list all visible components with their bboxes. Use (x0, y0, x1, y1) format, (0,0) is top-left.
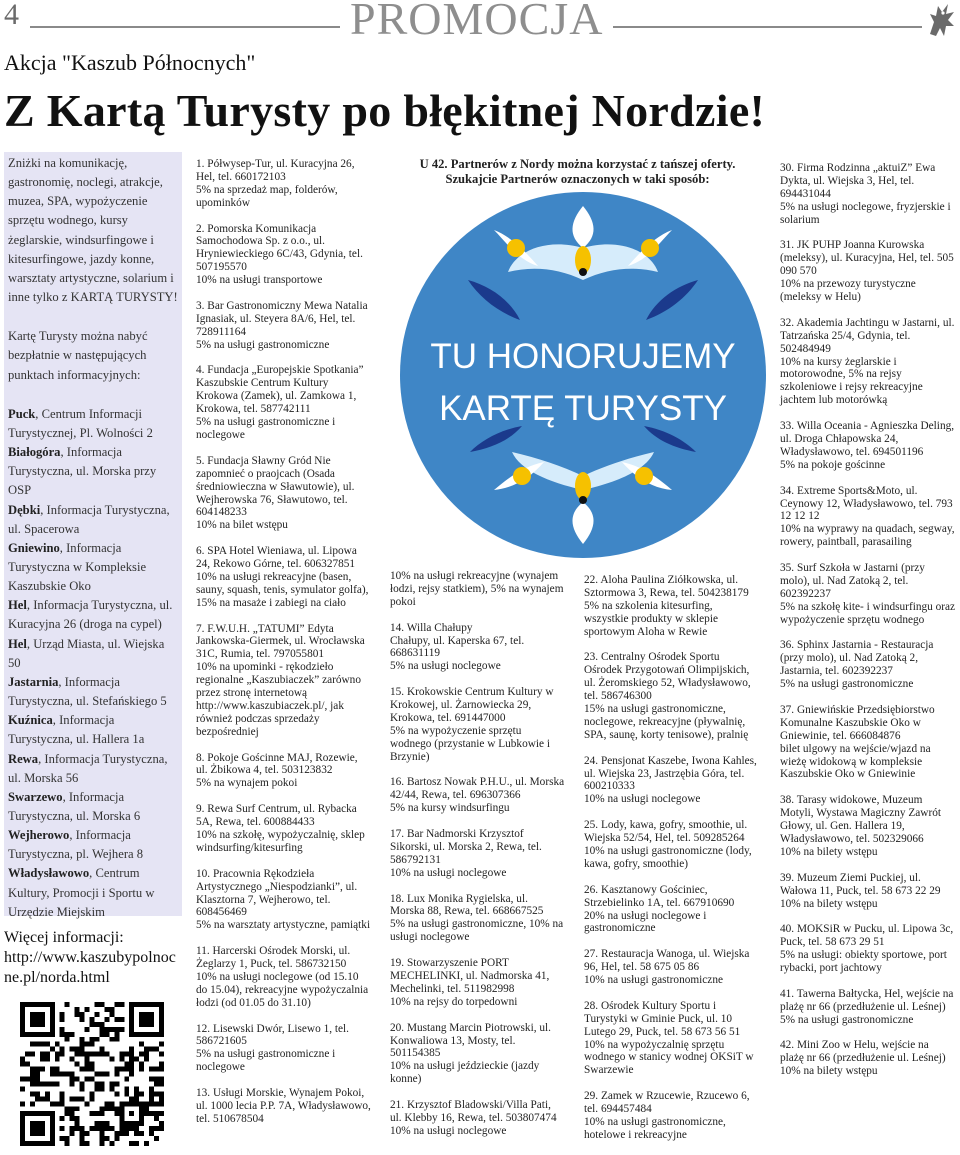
info-point (8, 788, 178, 826)
partner-entry-line: 586792131 (390, 853, 441, 866)
partner-entry-line: 23. Centralny Ośrodek Sportu (584, 651, 720, 664)
partner-entry-line: 5% na sprzedaż map, folderów, (196, 183, 338, 196)
partner-entry (584, 651, 764, 741)
partner-entry-line: kawa, gofry, smoothie) (584, 857, 689, 870)
more-info-url[interactable]: http://www.kaszubypolnocne.pl/norda.html (4, 949, 176, 986)
partner-entry-line: 5% na usługi gastronomiczne (780, 678, 914, 691)
partner-entry (196, 868, 374, 933)
info-point-address: , Informacja Turystyczna, ul. Morska 56 (8, 751, 168, 785)
partner-entry-line: 602392237 (780, 587, 831, 600)
partner-entry-line: 668631119 (390, 647, 440, 660)
partner-entry-line: wieżę widokową w kompleksie (780, 755, 923, 768)
partner-entry-line: 10% na bilet wstępu (196, 519, 288, 532)
partner-entry-line: wypożyczenie sprzętu wodnego (780, 613, 925, 626)
partner-entry-line: Wiejska 52/54, Hel, tel. 509285264 (584, 832, 745, 845)
info-point-address: , Informacja Turystyczna, ul. Kuracyjna 26 (droga na cypel) (8, 598, 173, 632)
partner-entry-line: Kaszubskie Centrum Kultury (196, 377, 329, 390)
partner-entry-line: 10% na usługi rekreacyjne (basen, (196, 570, 352, 583)
partner-entry-line: Brzynie) (390, 750, 430, 763)
partner-entry-line: Mechelinki, tel. 511982998 (390, 982, 515, 995)
partner-entry-line: 16. Bartosz Nowak P.H.U., ul. Morska (390, 776, 565, 789)
partner-entry-line: 2. Pomorska Komunikacja (196, 222, 317, 235)
partner-entry-line: 26. Kasztanowy Gościniec, (584, 883, 708, 896)
partner-entry-line: Tatrzańska 25/4, Gdynia, tel. (780, 329, 911, 342)
partner-entry-line: solarium (780, 213, 820, 226)
partner-entry-line: 31C, Rumia, tel. 797055801 (196, 648, 325, 661)
partner-entry-line: Krokowa, tel. 587742111 (196, 403, 311, 416)
partner-entry-line: 5% na wypożyczenie sprzętu (390, 724, 522, 737)
partner-entry-line: 10% na rejsy do torpedowni (390, 995, 518, 1008)
partner-entry-line: 12. Lisewski Dwór, Lisewo 1, tel. (196, 1022, 349, 1035)
partners-heading-line1: U 42. Partnerów z Nordy można korzystać z tańszej oferty. (419, 157, 736, 171)
info-point-place: Hel (8, 636, 27, 651)
info-sidebar (4, 152, 182, 919)
partner-entry-line: konne) (390, 1073, 422, 1086)
partner-entry (196, 545, 374, 610)
partners-heading (390, 157, 765, 187)
partner-entry-line: Komunalne Kaszubskie Oko w (780, 716, 921, 729)
info-point (8, 826, 178, 864)
info-point-place: Swarzewo (8, 789, 63, 804)
partner-entry (584, 1000, 764, 1077)
partner-entry-line: plażę nr 66 (przedłużenie ul. Leśnej) (780, 1052, 946, 1065)
partner-entry (196, 1087, 374, 1126)
partner-entry-line: Chałupy, ul. Kaperska 67, tel. (390, 634, 525, 647)
partner-entry (196, 623, 374, 739)
partner-entry-line: 5% na usługi gastronomiczne i (196, 416, 336, 429)
partner-entry-line: 22. Aloha Paulina Ziółkowska, ul. (584, 574, 739, 586)
partner-entry-line: Samochodowa Sp. z o.o., ul. (196, 235, 325, 248)
griffin-emblem-icon (924, 0, 958, 40)
partner-entry-line: wodnego (przystanie w Lubkowie i (390, 737, 550, 750)
partner-entry-line: tel. 694457484 (584, 1103, 652, 1116)
partner-entry-line: 41. Tawerna Bałtycka, Hel, wejście na (780, 987, 954, 1000)
partner-entry-line: plażę nr 66 (przedłużenie ul. Leśnej) (780, 1000, 946, 1013)
partner-entry-line: jachtem lub motorówką (780, 394, 888, 407)
partner-entry-line: 13. Usługi Morskie, Wynajem Pokoi, (196, 1087, 365, 1100)
partner-entry-line: pokoi (390, 595, 416, 608)
info-point-address: , Informacja Turystyczna, ul. Hallera 1a (8, 713, 145, 747)
partner-entry-line: 507195570 (196, 261, 247, 274)
partners-column-1 (196, 158, 374, 1139)
info-point (8, 635, 178, 673)
partner-entry-line: noclegowe (196, 428, 245, 441)
partner-entry (780, 988, 958, 1027)
partner-entry-line: 5% na pokoje gościnne (780, 458, 886, 471)
partner-entry-line: Kaszubskie Oko w Gniewinie (780, 768, 916, 781)
partner-entry-line: bezpośredniej (196, 725, 259, 738)
partner-entry-line: 502484949 (780, 342, 831, 355)
info-point-place: Wejherowo (8, 828, 70, 843)
partner-entry-line: regionalne „Kaszubiaczek” zarówno (196, 674, 361, 687)
sidebar-intro: Zniżki na komunikację, gastronomię, noclegi, atrakcje, muzea, SPA, wypożyczenie sprzętu wodnego, kursy żeglarskie, windsurfingowe i kitesurfingowe, jazdy konne, warsztaty artystyczne, solarium i inne tylko z KARTĄ TURYSTY! (8, 156, 178, 305)
partner-entry (390, 686, 570, 763)
info-point-address: , Informacja Turystyczna, ul. Morska 6 (8, 789, 141, 823)
partner-entry-line: Puck, tel. 58 673 29 51 (780, 936, 885, 949)
partner-entry-line: Sikorski, ul. Morska 2, Rewa, tel. (390, 840, 542, 853)
info-point-place: Białogóra (8, 445, 61, 460)
partner-entry (390, 570, 570, 609)
partner-entry-line: zapomnieć o praojcach (Osada (196, 467, 335, 480)
partner-entry-line: MECHELINKI, ul. Nadmorska 41, (390, 970, 550, 982)
partner-entry-line: 7. F.W.U.H. „TATUMI” Edyta (196, 622, 334, 635)
partner-entry (780, 317, 958, 407)
partner-entry-line: Konwaliowa 13, Mosty, tel. (390, 1034, 516, 1047)
partner-entry-line: sportowym Aloha w Rewie (584, 625, 708, 638)
partner-entry-line: 090 570 (780, 265, 817, 278)
info-point (8, 864, 178, 921)
partner-entry-line: 5. Fundacja Sławny Gród Nie (196, 454, 331, 467)
partner-entry-line: 24, Rekowo Górne, tel. 606327851 (196, 558, 356, 571)
partner-entry-line: 4. Fundacja „Europejskie Spotkania” (196, 364, 364, 377)
partner-entry-line: 5% na wynajem pokoi (196, 777, 298, 790)
partner-entry-line: 608456469 (196, 906, 247, 919)
partner-entry-line: 5A, Rewa, tel. 600884433 (196, 816, 315, 829)
partner-entry (780, 239, 958, 304)
article-headline: Z Kartą Turysty po błękitnej Nordzie! (4, 85, 766, 136)
partner-entry-line: SPA, saunę, korty tenisowe), pralnię (584, 728, 749, 741)
info-point-address: , Centrum Informacji Turystycznej, Pl. Wolności 2 (8, 406, 153, 440)
partner-entry-line: 34. Extreme Sports&Moto, ul. (780, 484, 918, 497)
partner-entry-line: 586721605 (196, 1035, 247, 1048)
partner-entry-line: 728911164 (196, 325, 246, 338)
partner-entry-line: Dykta, ul. Wiejska 3, Hel, tel. (780, 174, 915, 187)
partner-entry-line: Gniewinie, tel. 666084876 (780, 729, 901, 742)
partner-entry-line: 15% na masaże i zabiegi na ciało (196, 596, 346, 609)
partner-entry-line: (meleksy), ul. Kuracyjna, Hel, tel. 505 (780, 252, 954, 265)
partner-entry-line: Wałowa 11, Puck, tel. 58 673 22 29 (780, 884, 941, 897)
partner-entry-line: 10% na usługi transportowe (196, 274, 323, 287)
partner-entry (584, 755, 764, 807)
partner-entry-line: 10% na usługi jeździeckie (jazdy (390, 1060, 540, 1073)
partner-entry-line: 28. Ośrodek Kultury Sportu i (584, 999, 717, 1012)
article-subtitle: Akcja "Kaszub Północnych" (4, 50, 256, 75)
partner-entry-line: 5% na usługi gastronomiczne (196, 338, 330, 351)
honor-badge (398, 190, 768, 560)
partner-entry (780, 923, 958, 975)
partner-entry-line: również podczas sprzedaży (196, 712, 320, 725)
partner-entry-line: średniowieczna w Sławutowie), ul. (196, 480, 355, 493)
partner-entry-line: Morska 88, Rewa, tel. 668667525 (390, 905, 544, 918)
partner-entry-line: (meleksy w Helu) (780, 291, 861, 304)
partner-entry-line: gastronomiczne (584, 922, 656, 935)
partner-entry-line: łodzi (od 01.05 do 31.10) (196, 996, 311, 1009)
partner-entry-line: upominków (196, 196, 250, 209)
partner-entry-line: Hryniewieckiego 6C/43, Gdynia, tel. (196, 248, 363, 261)
partner-entry-line: 5% na szkolenia kitesurfing, (584, 599, 713, 612)
partner-entry (390, 893, 570, 945)
partner-entry-line: Swarzewie (584, 1064, 634, 1077)
info-point-place: Hel (8, 598, 27, 613)
partner-entry (390, 1022, 570, 1087)
partner-entry-line: 20. Mustang Marcin Piotrowski, ul. (390, 1021, 551, 1034)
section-title: PROMOCJA (340, 0, 613, 45)
partner-entry-line: 5% na usługi: obiekty sportowe, port (780, 949, 947, 962)
partner-entry (780, 420, 958, 472)
partner-entry-line: 14. Willa Chałupy (390, 621, 473, 634)
partner-entry-line: rybacki, port jachtowy (780, 962, 882, 975)
info-point-address: , Informacja Turystyczna, ul. Spacerowa (8, 502, 170, 536)
partner-entry (196, 364, 374, 441)
partner-entry (780, 794, 958, 859)
info-point (8, 501, 178, 539)
more-info-label: Więcej informacji: (4, 929, 124, 946)
partner-entry-line: 10% na usługi noclegowe (390, 1124, 507, 1137)
partner-entry (196, 945, 374, 1010)
badge-line2: KARTĘ TURYSTY (439, 389, 727, 428)
partner-entry (584, 819, 764, 871)
partner-entry-line: 24. Pensjonat Kaszebe, Iwona Kahles, (584, 754, 757, 767)
partner-entry-line: motorowodne, 5% na rejsy (780, 368, 902, 381)
partner-entry-line: 31. JK PUHP Joanna Kurowska (780, 239, 925, 252)
partner-entry-line: 10% na wyprawy na quadach, segway, (780, 523, 955, 536)
partner-entry-line: Klasztorna 7, Wejherowo, tel. (196, 893, 331, 906)
partner-entry (390, 828, 570, 880)
partner-entry-line: 10% na usługi noclegowe (584, 793, 701, 806)
partner-entry (196, 1023, 374, 1075)
info-point (8, 443, 178, 500)
partner-entry-line: do 15.04), rekreacyjne wypożyczalnia (196, 983, 369, 996)
partner-entry-line: 8. Pokoje Gościnne MAJ, Rozewie, (196, 751, 358, 764)
info-point-place: Władysławowo (8, 866, 90, 881)
partner-entry-line: 20% na usługi noclegowe i (584, 909, 707, 922)
partner-entry-line: (przy molo), ul. Nad Zatoką 2, (780, 652, 919, 665)
partner-entry-line: 10% na szkołę, wypożyczalnię, sklep (196, 829, 365, 841)
partner-entry (780, 704, 958, 781)
partner-entry-line: windsurfing/kitesurfing (196, 841, 303, 854)
partner-entry-line: 10% na usługi rekreacyjne (wynajem (390, 570, 559, 582)
partner-entry (780, 162, 958, 227)
partner-entry-line: wodnego w stanicy wodnej OKSiT w (584, 1051, 754, 1064)
partner-entry-line: 15. Krokowskie Centrum Kultury w (390, 686, 554, 699)
partner-entry-line: bilet ulgowy na wejście/wjazd na (780, 742, 931, 755)
partner-entry-line: 1. Półwysep-Tur, ul. Kuracyjna 26, (196, 158, 355, 170)
info-point-place: Gniewino (8, 540, 60, 555)
partner-entry (390, 776, 570, 815)
partner-entry-line: Motyli, Wystawa Magiczny Zawrót (780, 807, 941, 820)
partner-entry-line: 11. Harcerski Ośrodek Morski, ul. (196, 945, 351, 958)
partner-entry-line: 36. Sphinx Jastarnia - Restauracja (780, 639, 934, 652)
partner-entry-line: 30. Firma Rodzinna „aktuiZ” Ewa (780, 162, 936, 174)
partner-entry-line: łodzi, rejsy statkiem), 5% na wynajem (390, 582, 564, 595)
partner-entry-line: Strzebielinko 1A, tel. 667910690 (584, 896, 735, 909)
partner-entry-line: 600210333 (584, 780, 635, 793)
partners-column-3 (584, 574, 764, 1155)
partner-entry-line: 25. Lody, kawa, gofry, smoothie, ul. (584, 819, 748, 832)
partner-entry-line: 5% na usługi noclegowe (390, 660, 501, 673)
info-point (8, 673, 178, 711)
partner-entry-line: 42. Mini Zoo w Helu, wejście na (780, 1039, 929, 1052)
partner-entry-line: 10% na usługi gastronomiczne, (584, 1115, 726, 1128)
partner-entry-line: Jankowska-Giermek, ul. Wrocławska (196, 635, 365, 648)
info-point-address: , Informacja Turystyczna w Kompleksie Kaszubskie Oko (8, 540, 147, 594)
partner-entry-line: 5% na usługi gastronomiczne, 10% na (390, 918, 564, 931)
info-point-place: Jastarnia (8, 674, 59, 689)
info-point-place: Dębki (8, 502, 41, 517)
partner-entry-line: rowery, paintball, parasailing (780, 536, 912, 549)
partner-entry-line: 5% na szkołę kite- i windsurfingu oraz (780, 600, 956, 613)
partner-entry-line: szkoleniowe i rejsy rekreacyjne (780, 381, 923, 394)
partner-entry-line: 17. Bar Nadmorski Krzysztof (390, 828, 524, 841)
partner-entry-line: ul. Wiejska 23, Jastrzębia Góra, tel. (584, 767, 745, 780)
partner-entry-line: 19. Stowarzyszenie PORT (390, 957, 509, 970)
partner-entry-line: Krokowa, tel. 691447000 (390, 711, 506, 724)
partner-entry-line: 37. Gniewińskie Przedsiębiorstwo (780, 703, 935, 716)
partner-entry-line: 27. Restauracja Wanoga, ul. Wiejska (584, 948, 750, 961)
partner-entry-line: 12 12 12 (780, 510, 820, 523)
partner-entry (196, 803, 374, 855)
info-point-address: , Informacja Turystyczna, pl. Wejhera 8 (8, 828, 144, 862)
partner-entry-line: 5% na kursy windsurfingu (390, 802, 510, 815)
partner-entry-line: 5% na usługi noclegowe, fryzjerskie i (780, 200, 951, 213)
partner-entry-line: usługi noclegowe (390, 931, 470, 944)
partner-entry (584, 1090, 764, 1142)
partner-entry-line: Sztormowa 3, Rewa, tel. 504238179 (584, 586, 749, 599)
partners-column-4 (780, 162, 958, 1091)
partner-entry-line: Władysławowo, tel. 694501196 (780, 445, 924, 458)
partner-entry-line: Wejherowska 76, Sławutowo, tel. (196, 493, 348, 506)
partner-entry-line: Władysławowo, tel. 502329066 (780, 833, 924, 845)
partner-entry-line: 604148233 (196, 506, 247, 519)
partner-entry (780, 562, 958, 627)
partner-entry (196, 300, 374, 352)
info-point (8, 596, 178, 634)
partner-entry-line: 10% na usługi noclegowe (390, 866, 507, 879)
partner-entry-line: Lutego 29, Puck, tel. 58 673 56 51 (584, 1025, 741, 1038)
partner-entry-line: 9. Rewa Surf Centrum, ul. Rybacka (196, 803, 357, 816)
partner-entry-line: 35. Surf Szkoła w Jastarni (przy (780, 562, 925, 575)
info-point-place: Puck (8, 406, 36, 421)
partner-entry-line: przez stronę internetową (196, 687, 308, 700)
sidebar-points-intro: Kartę Turysty można nabyć bezpłatnie w następujących punktach informacyjnych: (8, 329, 148, 382)
partner-entry-line: tel. 586746300 (584, 690, 652, 703)
partner-entry (390, 957, 570, 1009)
partner-entry-line: ul. Żeromskiego 52, Władysławowo, (584, 677, 751, 690)
partner-entry-line: wszystkie produkty w sklepie (584, 612, 718, 625)
partner-entry-line: molo), ul. Nad Zatoką 2, tel. (780, 574, 909, 587)
partner-entry (196, 455, 374, 532)
partner-entry-line: 694431044 (780, 187, 831, 200)
partner-entry (780, 639, 958, 691)
info-point-address: , Informacja Turystyczna, ul. Morska przy OSP (8, 445, 157, 498)
partner-entry-line: Turystyki w Gminie Puck, ul. 10 (584, 1012, 733, 1025)
partner-entry-line: 10% na wypożyczalnię sprzętu (584, 1038, 725, 1051)
partner-entry (584, 574, 764, 639)
partner-entry-line: 10% na usługi gastronomiczne (lody, (584, 844, 752, 857)
partner-entry-line: ul. Klebby 16, Rewa, tel. 503807474 (390, 1111, 557, 1124)
more-info (4, 928, 180, 988)
partners-column-2 (390, 570, 570, 1151)
partner-entry (390, 1099, 570, 1138)
partner-entry (584, 884, 764, 936)
partner-entry-line: 6. SPA Hotel Wieniawa, ul. Lipowa (196, 545, 357, 558)
partner-entry-line: 10% na przewozy turystyczne (780, 278, 916, 291)
partner-entry-line: ul. 1000 lecia P.P. 7A, Władysławowo, (196, 1099, 371, 1112)
info-point-address: , Urząd Miasta, ul. Wiejska 50 (8, 636, 165, 670)
partner-entry (780, 485, 958, 550)
partners-heading-line2: Szukajcie Partnerów oznaczonych w taki sposób: (445, 172, 710, 186)
partner-entry-line: 39. Muzeum Ziemi Puckiej, ul. (780, 871, 921, 884)
partner-entry-line: Ośrodek Przygotowań Olimpijskich, (584, 664, 750, 677)
partner-entry-line: Żeglarzy 1, Puck, tel. 586732150 (196, 958, 347, 971)
partner-entry-line: noclegowe (196, 1061, 245, 1074)
partner-entry-line: hotelowe i rekreacyjne (584, 1128, 687, 1141)
partner-entry (584, 948, 764, 987)
partner-entry (390, 622, 570, 674)
partner-entry-line: 96, Hel, tel. 58 675 05 86 (584, 961, 700, 974)
badge-line1: TU HONORUJEMY (430, 337, 736, 376)
partner-entry-line: Krokowa (Zamek), ul. Zamkowa 1, (196, 390, 357, 403)
info-point-address: , Informacja Turystyczna, ul. Stefańskiego 5 (8, 674, 167, 709)
partner-entry-line: 501154385 (390, 1047, 441, 1060)
info-points-list (8, 405, 178, 922)
partner-entry-line: tel. 510678504 (196, 1112, 264, 1125)
partner-entry (196, 223, 374, 288)
partner-entry-line: noclegowe, rekreacyjne (pływalnię, (584, 715, 746, 728)
partner-entry (780, 872, 958, 911)
partner-entry (196, 752, 374, 791)
partner-entry-line: 42/44, Rewa, tel. 696307366 (390, 789, 521, 802)
partner-entry-line: Ceynowy 12, Władysławowo, tel. 793 (780, 497, 953, 510)
partner-entry-line: http://www.kaszubiaczek.pl/, jak (196, 699, 344, 712)
partner-entry (780, 1039, 958, 1078)
info-point-address: , Centrum Kultury, Promocji i Sportu w Urzędzie Miejskim (8, 866, 155, 919)
partner-entry-line: 5% na warsztaty artystyczne, pamiątki (196, 919, 371, 932)
partner-entry-line: 10% na bilety wstępu (780, 845, 878, 858)
partner-entry-line: 5% na usługi gastronomiczne i (196, 1048, 336, 1061)
info-point (8, 539, 178, 596)
partner-entry-line: 10% na upominki - rękodzieło (196, 661, 334, 674)
partner-entry-line: 38. Tarasy widokowe, Muzeum (780, 794, 923, 807)
partner-entry-line: ul. Żbikowa 4, tel. 503123832 (196, 764, 333, 777)
partner-entry (196, 158, 374, 210)
partner-entry-line: 10% na kursy żeglarskie i (780, 355, 897, 368)
partner-entry-line: 10% na bilety wstępu (780, 897, 878, 910)
partner-entry-line: Ignasiak, ul. Steyera 8A/6, Hel, tel. (196, 312, 356, 325)
partner-entry-line: Jastarnia, tel. 602392237 (780, 665, 893, 678)
partner-entry-line: 10. Pracownia Rękodzieła (196, 867, 315, 880)
partner-entry-line: 5% na usługi gastronomiczne (780, 1013, 914, 1026)
info-point (8, 750, 178, 788)
page-number: 4 (4, 0, 19, 31)
partner-entry-line: ul. Droga Chłapowska 24, (780, 432, 899, 445)
partner-entry-line: 10% na usługi gastronomiczne (584, 974, 723, 987)
partner-entry-line: sauny, squash, tenis, symulator golfa), (196, 583, 369, 596)
partner-entry-line: 21. Krzysztof Bladowski/Villa Pati, (390, 1099, 551, 1112)
partner-entry-line: Artystycznego „Niespodzianki”, ul. (196, 880, 358, 893)
partner-entry-line: 3. Bar Gastronomiczny Mewa Natalia (196, 299, 368, 312)
partner-entry-line: 33. Willa Oceania - Agnieszka Deling, (780, 420, 955, 433)
partner-entry-line: 40. MOKSiR w Pucku, ul. Lipowa 3c, (780, 923, 954, 936)
partner-entry-line: 18. Lux Monika Rygielska, ul. (390, 892, 528, 905)
info-point (8, 711, 178, 749)
partner-entry-line: Hel, tel. 660172103 (196, 170, 286, 183)
partner-entry-line: Głowy, ul. Gen. Hallera 19, (780, 820, 905, 833)
info-point-place: Rewa (8, 751, 39, 766)
info-point-place: Kuźnica (8, 713, 53, 728)
qr-code[interactable] (20, 1002, 164, 1146)
partner-entry-line: 10% na usługi noclegowe (od 15.10 (196, 970, 359, 983)
info-point (8, 405, 178, 443)
partner-entry-line: 29. Zamek w Rzucewie, Rzucewo 6, (584, 1090, 750, 1103)
partner-entry-line: 15% na usługi gastronomiczne, (584, 703, 726, 716)
partner-entry-line: 32. Akademia Jachtingu w Jastarni, ul. (780, 316, 955, 329)
partner-entry-line: Krokowej, ul. Żarnowiecka 29, (390, 699, 532, 712)
partner-entry-line: 10% na bilety wstępu (780, 1065, 878, 1078)
